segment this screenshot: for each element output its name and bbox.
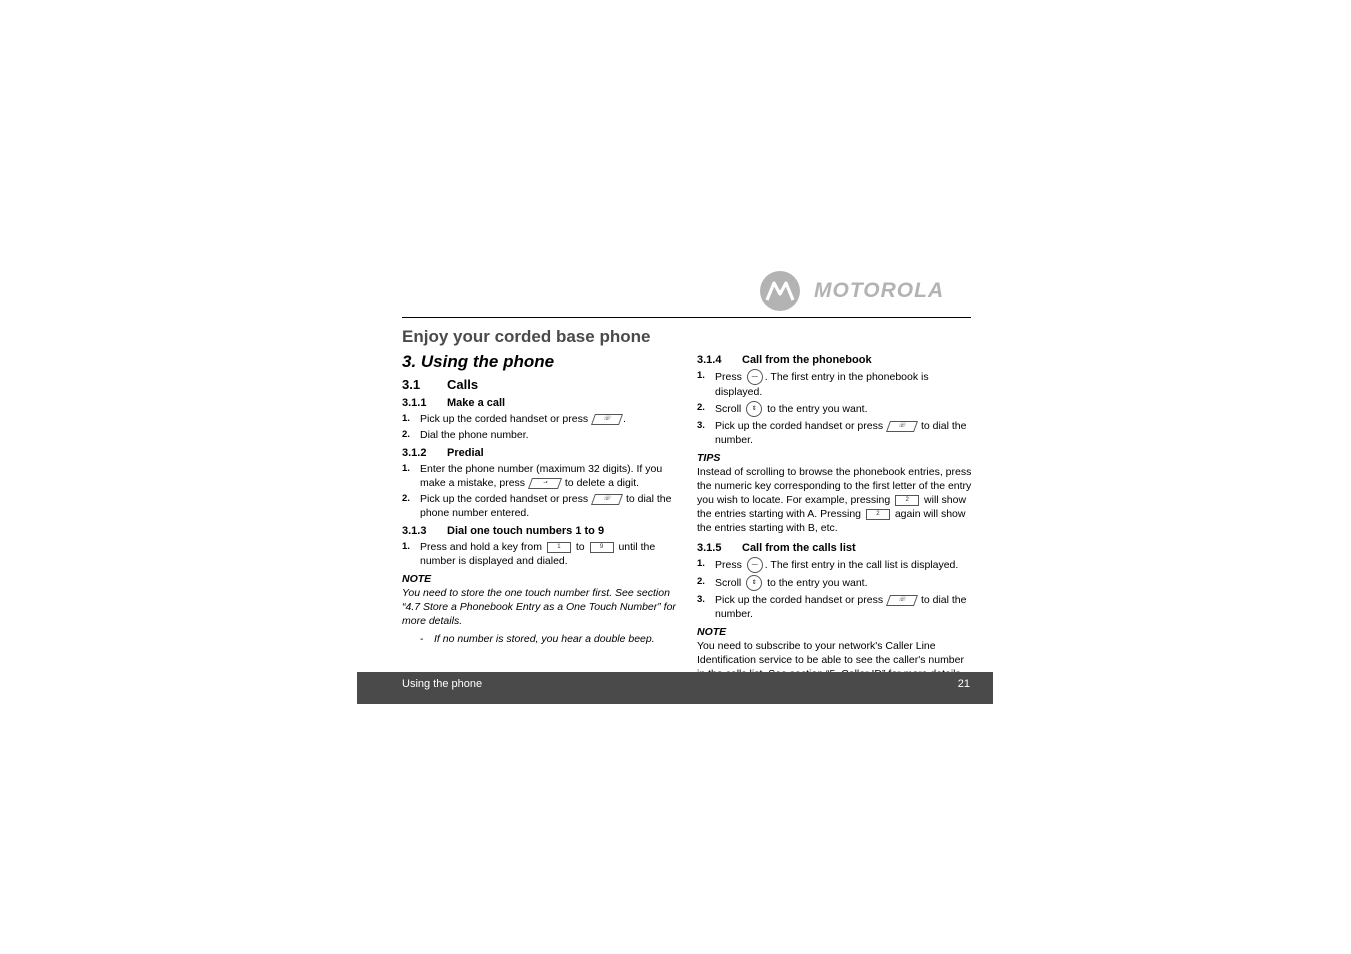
key-9-icon: 9	[590, 542, 614, 553]
brand-name: MOTOROLA	[814, 279, 945, 302]
list-item: 2. Pick up the corded handset or press ☏ to dial the phone number entered.	[402, 493, 672, 519]
predial-steps	[402, 462, 677, 520]
list-item: 3. Pick up the corded handset or press ☏ to dial the number.	[697, 420, 967, 446]
list-item: 2. Scroll ⇕ to the entry you want.	[697, 575, 972, 591]
list-item: 1. Press and hold a key from 1 to 9 until the number is displayed and dialed.	[402, 541, 656, 567]
scroll-key-icon: ⇕	[746, 575, 762, 591]
calls-key-icon: —	[747, 557, 763, 573]
list-item: 1. Press — . The first entry in the call list is displayed.	[697, 557, 972, 573]
heading-make-call: 3.1.1 Make a call	[402, 397, 506, 409]
motorola-logo	[760, 271, 944, 311]
list-item: 1. Enter the phone number (maximum 32 digits). If you make a mistake, press -• to delete a digit.	[402, 463, 663, 489]
list-item: 1. Press — . The first entry in the phonebook is displayed.	[697, 370, 929, 398]
note-label: NOTE	[697, 626, 727, 638]
heading-predial: 3.1.2 Predial	[402, 447, 484, 459]
note-subitem: - If no number is stored, you hear a double beep.	[420, 633, 655, 645]
tips-text: Instead of scrolling to browse the phonebook entries, press the numeric key corresponding to the first letter of the entry you wish to locate. For example, pressing 2 will show the entries starting with A. Pressing 2 again will show the entries starting with B, etc.	[697, 466, 972, 534]
scroll-key-icon: ⇕	[746, 401, 762, 417]
chapter-title: 3. Using the phone	[402, 352, 555, 371]
delete-key-icon: -•	[528, 478, 562, 489]
note-text: You need to store the one touch number first. See section “4.7 Store a Phonebook Entry as a One Touch Number” for more details.	[402, 587, 676, 627]
list-item: 2. Scroll ⇕ to the entry you want.	[697, 401, 972, 417]
list-item: 3. Pick up the corded handset or press ☏ to dial the number.	[697, 594, 967, 620]
calls-list-steps	[697, 557, 972, 621]
page-number: 21	[957, 678, 970, 690]
footer-section: Using the phone	[402, 678, 483, 690]
key-2-icon: 2	[866, 509, 890, 520]
heading-calls-list: 3.1.5 Call from the calls list	[697, 542, 856, 554]
key-1-icon: 1	[547, 542, 571, 553]
header-rule	[402, 317, 971, 318]
heading-one-touch: 3.1.3 Dial one touch numbers 1 to 9	[402, 525, 605, 537]
left-column	[402, 378, 677, 646]
talk-key-icon: ☏	[591, 494, 623, 505]
heading-phonebook: 3.1.4 Call from the phonebook	[697, 354, 872, 366]
key-2-icon: 2	[895, 495, 919, 506]
list-item: 1. Pick up the corded handset or press ☏ .	[402, 413, 626, 425]
note-label: NOTE	[402, 573, 432, 585]
tips-label: TIPS	[697, 452, 721, 464]
talk-key-icon: ☏	[886, 595, 918, 606]
make-call-steps	[402, 412, 677, 442]
talk-key-icon: ☏	[591, 414, 623, 425]
right-column	[697, 353, 972, 681]
talk-key-icon: ☏	[886, 421, 918, 432]
note-text: You need to subscribe to your network's Caller Line Identification service to be able to see the caller's number	[697, 640, 964, 666]
phonebook-steps	[697, 369, 972, 447]
heading-calls: 3.1 Calls	[402, 377, 479, 392]
motorola-batwing-icon	[760, 271, 800, 311]
list-item: 2. Dial the phone number.	[402, 429, 529, 441]
one-touch-steps	[402, 540, 677, 568]
phonebook-key-icon: —	[747, 369, 763, 385]
section-title: Enjoy your corded base phone	[402, 327, 651, 346]
page-footer	[357, 672, 993, 704]
